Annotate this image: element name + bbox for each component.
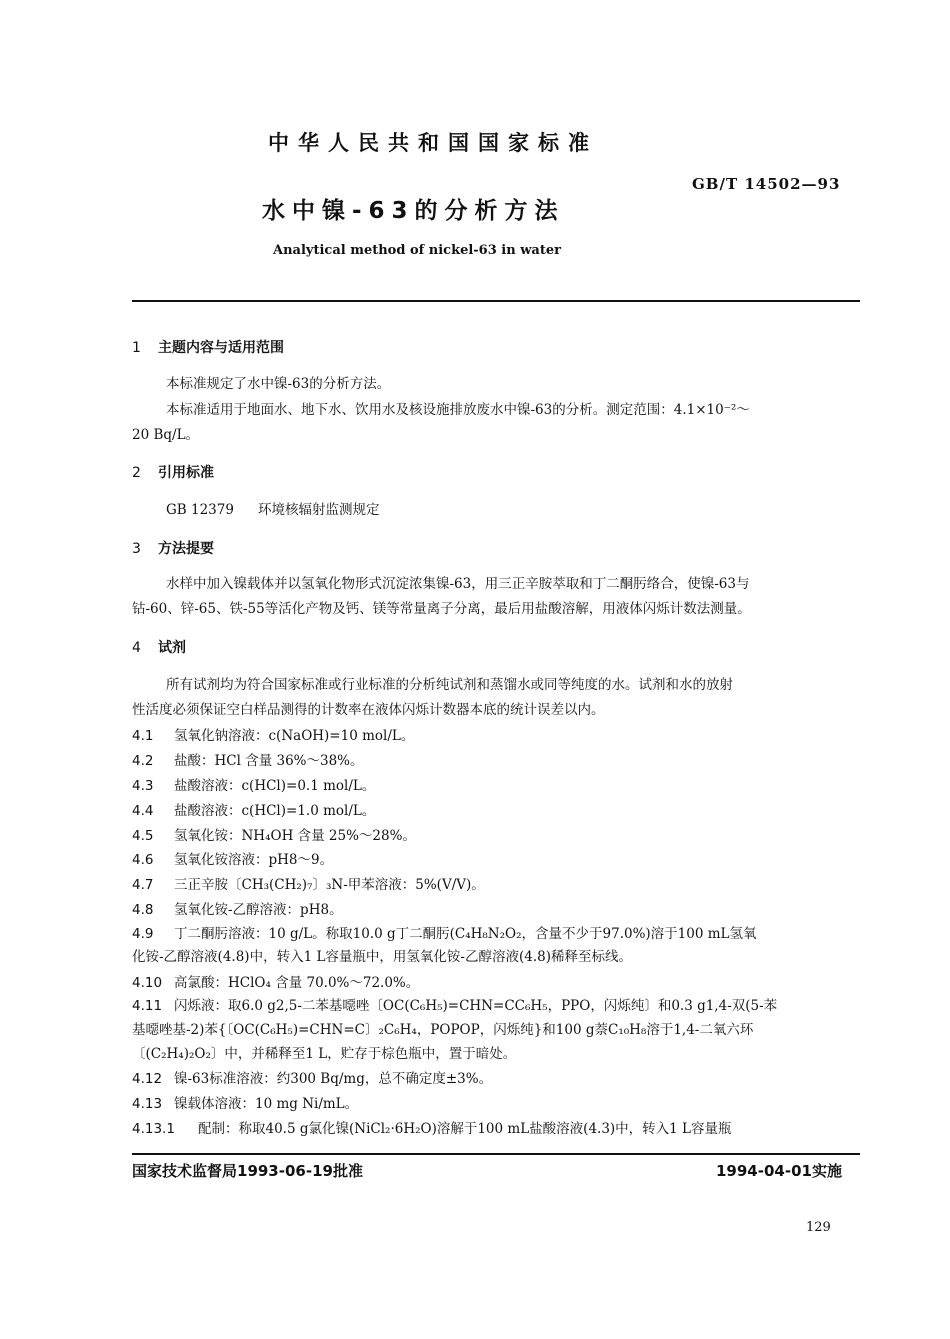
reagent-item-4-13-1 [132, 1119, 732, 1140]
item-number: 4.8 [132, 902, 154, 918]
item-number: 4.5 [132, 828, 154, 844]
item-text: 氢氧化铵：NH₄OH 含量 25%～28%。 [174, 828, 416, 844]
item-text: 三正辛胺〔CH₃(CH₂)₇〕₃N-甲苯溶液：5%(V/V)。 [174, 877, 485, 893]
item-number: 4.12 [132, 1071, 163, 1087]
item-text: 盐酸溶液：c(HCl)=1.0 mol/L。 [174, 803, 376, 819]
section-number: 4 [132, 640, 141, 656]
section-3-heading [132, 538, 214, 558]
reagent-item-4-13 [132, 1094, 358, 1115]
item-text: 高氯酸：HClO₄ 含量 70.0%～72.0%。 [174, 975, 420, 991]
reagent-item-4-11 [132, 996, 777, 1017]
reagent-item-4-10 [132, 973, 419, 994]
item-number: 4.1 [132, 728, 154, 744]
item-number: 4.7 [132, 877, 154, 893]
footer-divider [132, 1153, 860, 1155]
section-3-paragraph: 水样中加入镍载体并以氢氧化物形式沉淀浓集镍-63，用三正辛胺萃取和丁二酮肟络合，使镍-63与 [166, 576, 750, 592]
section-number: 2 [132, 465, 141, 481]
page-number: 129 [806, 1220, 831, 1235]
reagent-item [132, 900, 343, 921]
section-4-paragraph-cont: 性活度必须保证空白样品测得的计数率在液体闪烁计数器本底的统计误差以内。 [132, 702, 605, 718]
reagent-item [132, 850, 333, 871]
reagent-item [132, 726, 414, 747]
item-text: 盐酸溶液：c(HCl)=0.1 mol/L。 [174, 778, 376, 794]
english-title: Analytical method of nickel-63 in water [273, 243, 561, 258]
standard-title: 中华人民共和国国家标准 [268, 131, 598, 155]
document-title: 水中镍-63的分析方法 [262, 198, 565, 224]
reagent-item [132, 801, 375, 822]
reference-code: GB 12379 [166, 502, 234, 518]
reagent-item-4-9 [132, 924, 757, 945]
item-text: 镍载体溶液：10 mg Ni/mL。 [174, 1096, 359, 1112]
reagent-item [132, 826, 416, 847]
item-number: 4.13.1 [132, 1121, 175, 1137]
header-divider [132, 300, 860, 302]
item-number: 4.6 [132, 852, 154, 868]
section-3-paragraph-cont: 钴-60、锌-65、铁-55等活化产物及钙、镁等常量离子分离，最后用盐酸溶解，用液体闪烁计数法测量。 [132, 601, 751, 617]
section-title: 方法提要 [158, 541, 214, 557]
reference-title: 环境核辐射监测规定 [257, 502, 380, 518]
section-4-paragraph: 所有试剂均为符合国家标准或行业标准的分析纯试剂和蒸馏水或同等纯度的水。试剂和水的放射 [166, 677, 733, 693]
item-number: 4.4 [132, 803, 154, 819]
section-title: 引用标准 [158, 465, 214, 481]
section-1-paragraph-1: 本标准规定了水中镍-63的分析方法。 [166, 376, 391, 392]
reagent-item [132, 875, 485, 896]
reagent-item [132, 751, 364, 772]
item-number: 4.9 [132, 926, 154, 942]
item-text: 盐酸：HCl 含量 36%～38%。 [174, 753, 364, 769]
item-text: 氢氧化铵溶液：pH8～9。 [174, 852, 334, 868]
item-text: 闪烁液：取6.0 g2,5-二苯基噁唑〔OC(C₆H₅)=CHN=CC₆H₅，PPO，闪烁纯〕和0.3 g1,4-双(5-苯 [174, 998, 778, 1014]
section-1-paragraph-2-cont: 20 Bq/L。 [132, 427, 200, 443]
section-title: 试剂 [158, 640, 186, 656]
item-text: 丁二酮肟溶液：10 g/L。称取10.0 g丁二酮肟(C₄H₈N₂O₂，含量不少于97.0%)溶于100 mL氢氧 [174, 926, 757, 942]
item-text: 氢氧化铵-乙醇溶液：pH8。 [174, 902, 343, 918]
section-1-heading [132, 337, 284, 357]
item-number: 4.13 [132, 1096, 163, 1112]
section-number: 1 [132, 340, 141, 356]
section-title: 主题内容与适用范围 [158, 340, 284, 356]
section-2-heading [132, 462, 214, 482]
item-number: 4.2 [132, 753, 154, 769]
item-text: 氢氧化钠溶液：c(NaOH)=10 mol/L。 [174, 728, 415, 744]
section-4-heading [132, 637, 186, 657]
reagent-item-4-12 [132, 1069, 492, 1090]
item-number: 4.10 [132, 975, 163, 991]
item-number: 4.3 [132, 778, 154, 794]
reagent-item-4-11-cont: 基噁唑基-2)苯{〔OC(C₆H₅)=CHN=C〕₂C₆H₄，POPOP，闪烁纯}和100 g萘C₁₀H₈溶于1,4-二氧六环 [132, 1022, 754, 1038]
section-1-paragraph-2: 本标准适用于地面水、地下水、饮用水及核设施排放废水中镍-63的分析。测定范围：4.1×10⁻²～ [166, 402, 750, 418]
standard-code: GB/T 14502—93 [692, 175, 841, 193]
section-number: 3 [132, 541, 141, 557]
implementation-date: 1994-04-01实施 [716, 1162, 842, 1180]
reagent-item [132, 776, 375, 797]
item-number: 4.11 [132, 998, 163, 1014]
reference-standard [166, 500, 379, 521]
approval-date: 国家技术监督局1993-06-19批准 [132, 1162, 363, 1180]
reagent-item-4-11-cont: 〔(C₂H₄)₂O₂〕中，并稀释至1 L，贮存于棕色瓶中，置于暗处。 [132, 1046, 517, 1062]
item-text: 镍-63标准溶液：约300 Bq/mg，总不确定度±3%。 [174, 1071, 493, 1087]
reagent-item-4-9-cont: 化铵-乙醇溶液(4.8)中，转入1 L容量瓶中，用氢氧化铵-乙醇溶液(4.8)稀释至标线。 [132, 949, 632, 965]
item-text: 配制：称取40.5 g氯化镍(NiCl₂·6H₂O)溶解于100 mL盐酸溶液(4.3)中，转入1 L容量瓶 [198, 1121, 732, 1137]
